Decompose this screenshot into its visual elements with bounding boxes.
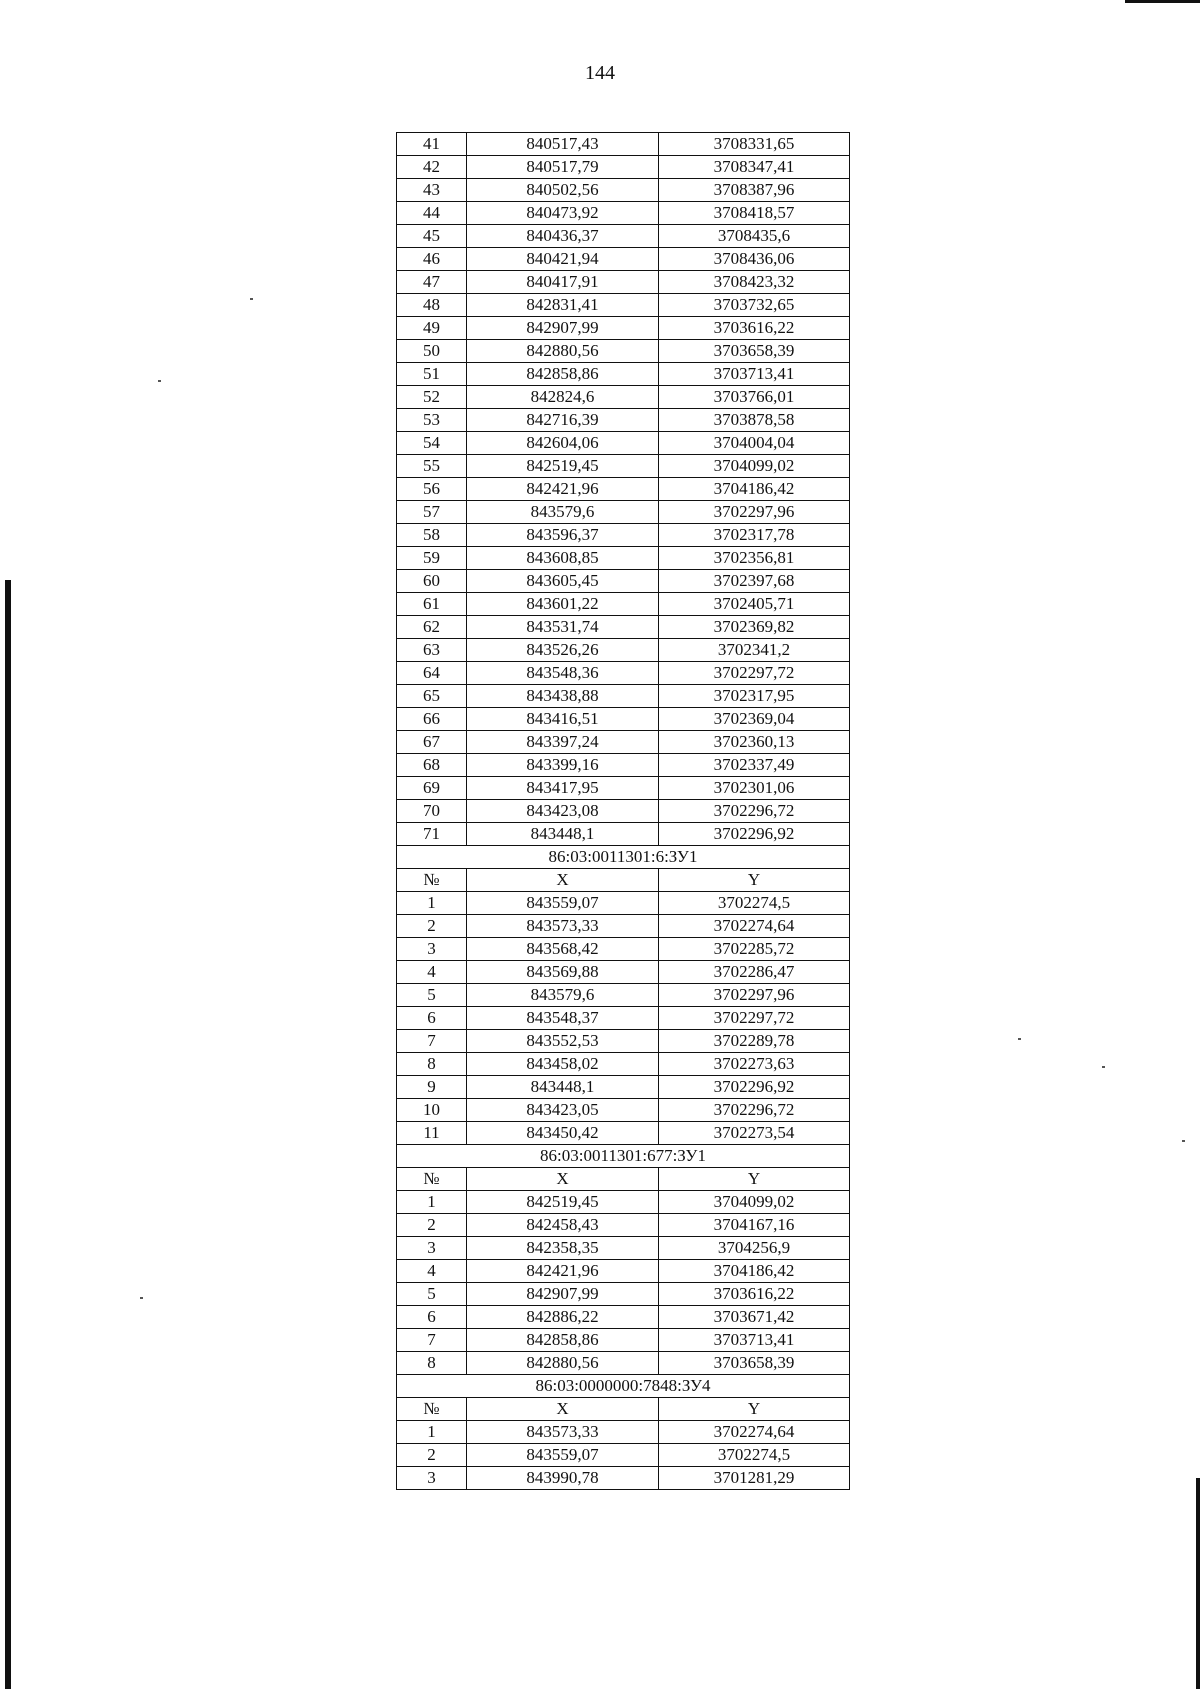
point-number-cell: 8 xyxy=(397,1352,467,1375)
table-row xyxy=(397,1329,850,1352)
table-row xyxy=(397,340,850,363)
x-coordinate-cell: 843573,33 xyxy=(467,1421,659,1444)
table-row xyxy=(397,179,850,202)
x-coordinate-cell: 843417,95 xyxy=(467,777,659,800)
x-coordinate-cell: X xyxy=(467,869,659,892)
y-coordinate-cell: 3704099,02 xyxy=(659,1191,850,1214)
y-coordinate-cell: 3703766,01 xyxy=(659,386,850,409)
scan-speck xyxy=(1182,1140,1185,1142)
parcel-title: 86:03:0000000:7848:ЗУ4 xyxy=(397,1375,850,1398)
x-coordinate-cell: 842907,99 xyxy=(467,1283,659,1306)
y-coordinate-cell: 3708387,96 xyxy=(659,179,850,202)
x-coordinate-cell: 840417,91 xyxy=(467,271,659,294)
y-coordinate-cell: 3704167,16 xyxy=(659,1214,850,1237)
point-number-cell: 55 xyxy=(397,455,467,478)
x-coordinate-cell: 843458,02 xyxy=(467,1053,659,1076)
scan-speck xyxy=(1018,1038,1021,1040)
point-number-cell: 52 xyxy=(397,386,467,409)
x-coordinate-cell: 843397,24 xyxy=(467,731,659,754)
point-number-cell: 7 xyxy=(397,1329,467,1352)
y-coordinate-cell: 3708435,6 xyxy=(659,225,850,248)
point-number-cell: 44 xyxy=(397,202,467,225)
table-row xyxy=(397,1306,850,1329)
y-coordinate-cell: Y xyxy=(659,1398,850,1421)
x-coordinate-cell: 843601,22 xyxy=(467,593,659,616)
table-row xyxy=(397,708,850,731)
table-row xyxy=(397,248,850,271)
x-coordinate-cell: 843559,07 xyxy=(467,892,659,915)
x-coordinate-cell: X xyxy=(467,1168,659,1191)
x-coordinate-cell: 843579,6 xyxy=(467,501,659,524)
table-row xyxy=(397,432,850,455)
x-coordinate-cell: 842858,86 xyxy=(467,1329,659,1352)
point-number-cell: 48 xyxy=(397,294,467,317)
point-number-cell: 4 xyxy=(397,1260,467,1283)
table-row xyxy=(397,1007,850,1030)
point-number-cell: № xyxy=(397,1168,467,1191)
y-coordinate-cell: 3702285,72 xyxy=(659,938,850,961)
point-number-cell: 8 xyxy=(397,1053,467,1076)
point-number-cell: 3 xyxy=(397,1467,467,1490)
point-number-cell: 57 xyxy=(397,501,467,524)
point-number-cell: 70 xyxy=(397,800,467,823)
y-coordinate-cell: 3702274,5 xyxy=(659,1444,850,1467)
table-row xyxy=(397,294,850,317)
x-coordinate-cell: 840517,79 xyxy=(467,156,659,179)
table-row xyxy=(397,915,850,938)
table-row xyxy=(397,1122,850,1145)
point-number-cell: 1 xyxy=(397,892,467,915)
point-number-cell: 59 xyxy=(397,547,467,570)
table-row xyxy=(397,317,850,340)
parcel-title: 86:03:0011301:6:ЗУ1 xyxy=(397,846,850,869)
point-number-cell: 65 xyxy=(397,685,467,708)
table-row xyxy=(397,1352,850,1375)
point-number-cell: 42 xyxy=(397,156,467,179)
table-row xyxy=(397,1237,850,1260)
table-row xyxy=(397,731,850,754)
x-coordinate-cell: 843438,88 xyxy=(467,685,659,708)
y-coordinate-cell: 3708436,06 xyxy=(659,248,850,271)
table-row xyxy=(397,271,850,294)
x-coordinate-cell: 843448,1 xyxy=(467,1076,659,1099)
point-number-cell: 10 xyxy=(397,1099,467,1122)
y-coordinate-cell: 3702405,71 xyxy=(659,593,850,616)
x-coordinate-cell: 842907,99 xyxy=(467,317,659,340)
point-number-cell: 51 xyxy=(397,363,467,386)
y-coordinate-cell: 3702337,49 xyxy=(659,754,850,777)
x-coordinate-cell: 840517,43 xyxy=(467,133,659,156)
point-number-cell: 41 xyxy=(397,133,467,156)
scan-edge-mark xyxy=(1125,0,1200,3)
x-coordinate-cell: 842880,56 xyxy=(467,1352,659,1375)
point-number-cell: 3 xyxy=(397,1237,467,1260)
point-number-cell: 69 xyxy=(397,777,467,800)
point-number-cell: 60 xyxy=(397,570,467,593)
table-row xyxy=(397,455,850,478)
table-row xyxy=(397,961,850,984)
point-number-cell: 58 xyxy=(397,524,467,547)
point-number-cell: 61 xyxy=(397,593,467,616)
y-coordinate-cell: 3703658,39 xyxy=(659,340,850,363)
y-coordinate-cell: 3703616,22 xyxy=(659,1283,850,1306)
point-number-cell: № xyxy=(397,869,467,892)
point-number-cell: 50 xyxy=(397,340,467,363)
table-row xyxy=(397,1214,850,1237)
point-number-cell: 2 xyxy=(397,1214,467,1237)
table-row xyxy=(397,938,850,961)
table-row xyxy=(397,823,850,846)
y-coordinate-cell: 3702297,72 xyxy=(659,1007,850,1030)
y-coordinate-cell: 3702296,92 xyxy=(659,1076,850,1099)
x-coordinate-cell: 843568,42 xyxy=(467,938,659,961)
point-number-cell: 5 xyxy=(397,984,467,1007)
x-coordinate-cell: 842421,96 xyxy=(467,478,659,501)
y-coordinate-cell: 3701281,29 xyxy=(659,1467,850,1490)
y-coordinate-cell: 3704004,04 xyxy=(659,432,850,455)
y-coordinate-cell: 3704256,9 xyxy=(659,1237,850,1260)
table-header-row xyxy=(397,869,850,892)
point-number-cell: 5 xyxy=(397,1283,467,1306)
x-coordinate-cell: 843531,74 xyxy=(467,616,659,639)
x-coordinate-cell: 842831,41 xyxy=(467,294,659,317)
point-number-cell: 4 xyxy=(397,961,467,984)
point-number-cell: 68 xyxy=(397,754,467,777)
y-coordinate-cell: 3702317,78 xyxy=(659,524,850,547)
scan-speck xyxy=(250,298,253,300)
point-number-cell: 9 xyxy=(397,1076,467,1099)
parcel-title: 86:03:0011301:677:ЗУ1 xyxy=(397,1145,850,1168)
x-coordinate-cell: 842858,86 xyxy=(467,363,659,386)
point-number-cell: 49 xyxy=(397,317,467,340)
x-coordinate-cell: 843579,6 xyxy=(467,984,659,1007)
table-row xyxy=(397,202,850,225)
y-coordinate-cell: 3708423,32 xyxy=(659,271,850,294)
point-number-cell: 67 xyxy=(397,731,467,754)
table-row xyxy=(397,547,850,570)
table-row xyxy=(397,524,850,547)
point-number-cell: 47 xyxy=(397,271,467,294)
table-row xyxy=(397,1283,850,1306)
y-coordinate-cell: Y xyxy=(659,869,850,892)
table-row xyxy=(397,570,850,593)
x-coordinate-cell: X xyxy=(467,1398,659,1421)
x-coordinate-cell: 843416,51 xyxy=(467,708,659,731)
point-number-cell: 62 xyxy=(397,616,467,639)
y-coordinate-cell: 3702289,78 xyxy=(659,1030,850,1053)
table-header-row xyxy=(397,1398,850,1421)
point-number-cell: 56 xyxy=(397,478,467,501)
scan-binding-shadow-right xyxy=(1196,1478,1200,1689)
x-coordinate-cell: 843548,37 xyxy=(467,1007,659,1030)
coordinates-table-body xyxy=(397,133,850,1490)
table-row xyxy=(397,225,850,248)
x-coordinate-cell: 840502,56 xyxy=(467,179,659,202)
x-coordinate-cell: 843548,36 xyxy=(467,662,659,685)
point-number-cell: 54 xyxy=(397,432,467,455)
y-coordinate-cell: 3703671,42 xyxy=(659,1306,850,1329)
y-coordinate-cell: 3702286,47 xyxy=(659,961,850,984)
point-number-cell: 71 xyxy=(397,823,467,846)
table-row xyxy=(397,133,850,156)
point-number-cell: 11 xyxy=(397,1122,467,1145)
parcel-title-row xyxy=(397,846,850,869)
point-number-cell: 53 xyxy=(397,409,467,432)
y-coordinate-cell: 3703732,65 xyxy=(659,294,850,317)
x-coordinate-cell: 842716,39 xyxy=(467,409,659,432)
x-coordinate-cell: 843605,45 xyxy=(467,570,659,593)
table-row xyxy=(397,639,850,662)
x-coordinate-cell: 843990,78 xyxy=(467,1467,659,1490)
x-coordinate-cell: 842421,96 xyxy=(467,1260,659,1283)
table-row xyxy=(397,616,850,639)
x-coordinate-cell: 843573,33 xyxy=(467,915,659,938)
x-coordinate-cell: 843608,85 xyxy=(467,547,659,570)
table-row xyxy=(397,892,850,915)
point-number-cell: 46 xyxy=(397,248,467,271)
x-coordinate-cell: 843596,37 xyxy=(467,524,659,547)
table-row xyxy=(397,1053,850,1076)
x-coordinate-cell: 842604,06 xyxy=(467,432,659,455)
y-coordinate-cell: 3702360,13 xyxy=(659,731,850,754)
y-coordinate-cell: 3702274,64 xyxy=(659,915,850,938)
x-coordinate-cell: 842358,35 xyxy=(467,1237,659,1260)
y-coordinate-cell: 3702297,96 xyxy=(659,984,850,1007)
y-coordinate-cell: 3702397,68 xyxy=(659,570,850,593)
x-coordinate-cell: 842886,22 xyxy=(467,1306,659,1329)
point-number-cell: 64 xyxy=(397,662,467,685)
y-coordinate-cell: 3702369,04 xyxy=(659,708,850,731)
y-coordinate-cell: 3702296,72 xyxy=(659,800,850,823)
point-number-cell: 63 xyxy=(397,639,467,662)
y-coordinate-cell: 3702297,72 xyxy=(659,662,850,685)
table-row xyxy=(397,363,850,386)
point-number-cell: 7 xyxy=(397,1030,467,1053)
x-coordinate-cell: 840436,37 xyxy=(467,225,659,248)
y-coordinate-cell: 3702296,92 xyxy=(659,823,850,846)
table-row xyxy=(397,1099,850,1122)
point-number-cell: 2 xyxy=(397,1444,467,1467)
table-row xyxy=(397,1191,850,1214)
x-coordinate-cell: 842880,56 xyxy=(467,340,659,363)
table-row xyxy=(397,1030,850,1053)
table-row xyxy=(397,777,850,800)
x-coordinate-cell: 843399,16 xyxy=(467,754,659,777)
y-coordinate-cell: 3702273,63 xyxy=(659,1053,850,1076)
point-number-cell: 1 xyxy=(397,1421,467,1444)
table-row xyxy=(397,800,850,823)
y-coordinate-cell: 3702356,81 xyxy=(659,547,850,570)
x-coordinate-cell: 843552,53 xyxy=(467,1030,659,1053)
table-row xyxy=(397,478,850,501)
table-row xyxy=(397,1076,850,1099)
table-row xyxy=(397,984,850,1007)
table-row xyxy=(397,1444,850,1467)
y-coordinate-cell: 3708418,57 xyxy=(659,202,850,225)
table-row xyxy=(397,593,850,616)
scan-speck xyxy=(140,1297,143,1299)
x-coordinate-cell: 843450,42 xyxy=(467,1122,659,1145)
y-coordinate-cell: 3702301,06 xyxy=(659,777,850,800)
scan-speck xyxy=(1102,1066,1105,1068)
x-coordinate-cell: 840421,94 xyxy=(467,248,659,271)
table-row xyxy=(397,156,850,179)
x-coordinate-cell: 843526,26 xyxy=(467,639,659,662)
table-row xyxy=(397,409,850,432)
parcel-title-row xyxy=(397,1145,850,1168)
table-row xyxy=(397,662,850,685)
scan-binding-shadow-left xyxy=(5,580,11,1689)
y-coordinate-cell: 3702273,54 xyxy=(659,1122,850,1145)
y-coordinate-cell: 3703658,39 xyxy=(659,1352,850,1375)
x-coordinate-cell: 843559,07 xyxy=(467,1444,659,1467)
point-number-cell: 6 xyxy=(397,1306,467,1329)
point-number-cell: 66 xyxy=(397,708,467,731)
y-coordinate-cell: 3702297,96 xyxy=(659,501,850,524)
table-row xyxy=(397,754,850,777)
y-coordinate-cell: 3702369,82 xyxy=(659,616,850,639)
y-coordinate-cell: 3704099,02 xyxy=(659,455,850,478)
point-number-cell: 3 xyxy=(397,938,467,961)
table-row xyxy=(397,1421,850,1444)
x-coordinate-cell: 843569,88 xyxy=(467,961,659,984)
y-coordinate-cell: 3704186,42 xyxy=(659,1260,850,1283)
point-number-cell: № xyxy=(397,1398,467,1421)
y-coordinate-cell: Y xyxy=(659,1168,850,1191)
page-number: 144 xyxy=(585,62,615,84)
table-row xyxy=(397,1467,850,1490)
x-coordinate-cell: 842458,43 xyxy=(467,1214,659,1237)
x-coordinate-cell: 843423,08 xyxy=(467,800,659,823)
point-number-cell: 45 xyxy=(397,225,467,248)
x-coordinate-cell: 840473,92 xyxy=(467,202,659,225)
y-coordinate-cell: 3708331,65 xyxy=(659,133,850,156)
y-coordinate-cell: 3703713,41 xyxy=(659,1329,850,1352)
y-coordinate-cell: 3702274,5 xyxy=(659,892,850,915)
coordinates-table xyxy=(396,132,850,1490)
table-row xyxy=(397,685,850,708)
point-number-cell: 6 xyxy=(397,1007,467,1030)
table-row xyxy=(397,501,850,524)
y-coordinate-cell: 3702296,72 xyxy=(659,1099,850,1122)
x-coordinate-cell: 842519,45 xyxy=(467,455,659,478)
x-coordinate-cell: 842824,6 xyxy=(467,386,659,409)
y-coordinate-cell: 3703878,58 xyxy=(659,409,850,432)
y-coordinate-cell: 3703713,41 xyxy=(659,363,850,386)
point-number-cell: 43 xyxy=(397,179,467,202)
x-coordinate-cell: 843448,1 xyxy=(467,823,659,846)
x-coordinate-cell: 843423,05 xyxy=(467,1099,659,1122)
table-row xyxy=(397,1260,850,1283)
y-coordinate-cell: 3703616,22 xyxy=(659,317,850,340)
x-coordinate-cell: 842519,45 xyxy=(467,1191,659,1214)
table-row xyxy=(397,386,850,409)
point-number-cell: 1 xyxy=(397,1191,467,1214)
table-header-row xyxy=(397,1168,850,1191)
y-coordinate-cell: 3704186,42 xyxy=(659,478,850,501)
y-coordinate-cell: 3702317,95 xyxy=(659,685,850,708)
y-coordinate-cell: 3702274,64 xyxy=(659,1421,850,1444)
parcel-title-row xyxy=(397,1375,850,1398)
y-coordinate-cell: 3708347,41 xyxy=(659,156,850,179)
scan-speck xyxy=(158,380,161,382)
point-number-cell: 2 xyxy=(397,915,467,938)
y-coordinate-cell: 3702341,2 xyxy=(659,639,850,662)
